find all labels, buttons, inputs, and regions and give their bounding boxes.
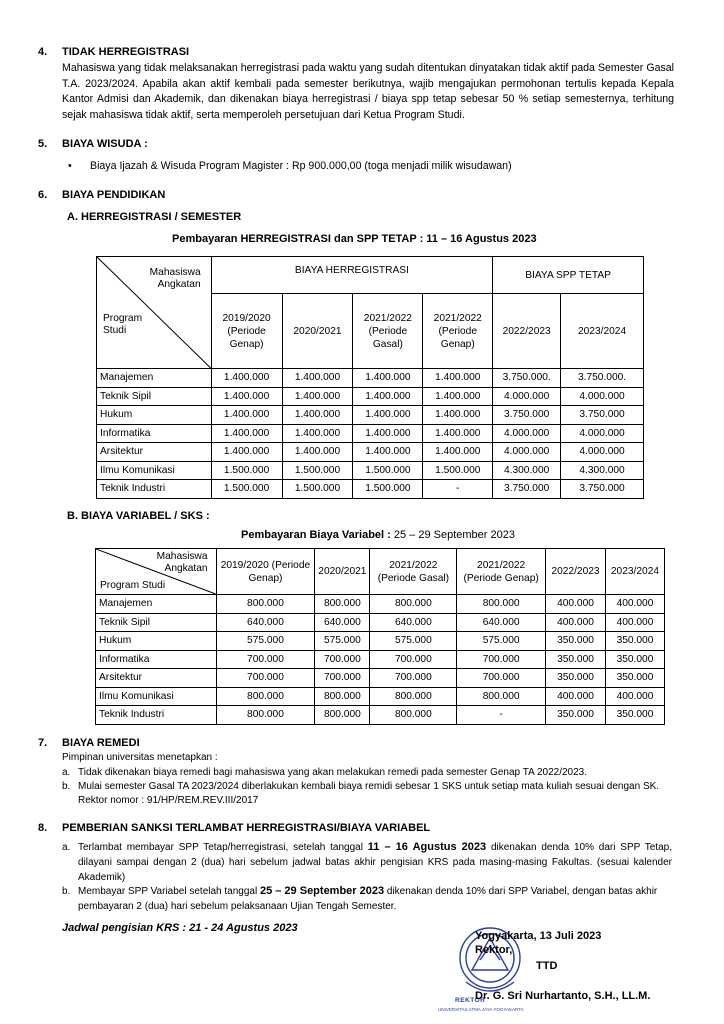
table-row	[97, 443, 644, 462]
section-8-a-pre: Terlambat membayar SPP Tetap/herregistrasi, setelah tanggal	[78, 842, 368, 853]
table-a-cell: 1.400.000	[423, 387, 493, 406]
table-row	[96, 706, 665, 725]
table-a-cell: 4.000.000	[561, 387, 644, 406]
table-b-cell: 640.000	[457, 613, 546, 632]
section-8-b-text	[78, 884, 672, 914]
table-b-cell: 350.000	[546, 706, 606, 725]
table-b-cell: 800.000	[315, 706, 370, 725]
table-a-group-spp: BIAYA SPP TETAP	[493, 257, 644, 294]
table-b-cell: 350.000	[546, 669, 606, 688]
table-b-col-header: 2021/2022 (Periode Genap)	[457, 549, 546, 595]
sign-name: Dr. G. Sri Nurhartanto, S.H., LL.M.	[475, 990, 651, 1002]
table-a-cell: 1.400.000	[282, 369, 353, 388]
table-a-cell: 1.500.000	[282, 461, 353, 480]
table-a-corner-bottom: Program Studi	[103, 313, 143, 336]
table-b-cell: 350.000	[605, 632, 664, 651]
table-b-cell: 800.000	[315, 687, 370, 706]
table-b-cell: 700.000	[315, 650, 370, 669]
table-a-cell: 4.300.000	[561, 461, 644, 480]
table-a-cell: 1.400.000	[423, 406, 493, 425]
section-7-a-label: a.	[62, 767, 71, 778]
table-a-cell: 3.750.000	[493, 480, 561, 499]
table-a-row-name: Informatika	[97, 424, 212, 443]
bullet-icon: •	[68, 160, 72, 172]
section-4-title: TIDAK HERREGISTRASI	[62, 46, 190, 58]
table-a-cell: 1.400.000	[282, 406, 353, 425]
table-a-cell: 1.400.000	[211, 443, 282, 462]
table-a-cell: 1.400.000	[282, 387, 353, 406]
table-a-cell: 1.400.000	[353, 406, 423, 425]
section-7-intro: Pimpinan universitas menetapkan :	[62, 752, 218, 763]
table-a-row-name: Arsitektur	[97, 443, 212, 462]
table-row	[97, 461, 644, 480]
table-b-cell: 700.000	[370, 650, 457, 669]
table-a-cell: 1.400.000	[353, 387, 423, 406]
sign-ttd: TTD	[536, 960, 558, 972]
table-a-row-name: Ilmu Komunikasi	[97, 461, 212, 480]
seal-sub: UNIVERSITAS ATMA JAYA YOGYAKARTA	[438, 1007, 524, 1012]
table-b-cell: 575.000	[216, 632, 315, 651]
table-b-cell: 700.000	[457, 669, 546, 688]
table-a-row-name: Hukum	[97, 406, 212, 425]
table-b-col-header: 2023/2024	[605, 549, 664, 595]
table-b-cell: 400.000	[546, 613, 606, 632]
section-7-a-text: Tidak dikenakan biaya remedi bagi mahasiswa yang akan melakukan remedi pada semester Genap TA 2022/2023.	[78, 767, 588, 778]
section-8-title: PEMBERIAN SANKSI TERLAMBAT HERREGISTRASI/BIAYA VARIABEL	[62, 822, 431, 834]
table-b-row-name: Teknik Industri	[96, 706, 217, 725]
table-b-cell: 400.000	[605, 595, 664, 614]
table-a-cell: 3.750.000	[493, 406, 561, 425]
section-6a-title: A. HERREGISTRASI / SEMESTER	[67, 211, 242, 223]
table-a-cell: 1.400.000	[353, 424, 423, 443]
table-a-cell: 3.750.000.	[493, 369, 561, 388]
section-8-b-post: dikenakan denda 10% dari SPP Variabel, dengan batas akhir pembayaran 2 (dua) hari sebelum pelaksanaan Ujian Tengah Semester.	[78, 886, 658, 912]
table-a-cell: 1.500.000	[211, 480, 282, 499]
table-b-cell: 800.000	[216, 595, 315, 614]
table-b-cell: 700.000	[370, 669, 457, 688]
section-7-b-text2: Rektor nomor : 91/HP/REM.REV.III/2017	[78, 795, 259, 806]
table-row	[96, 669, 665, 688]
section-7-title: BIAYA REMEDI	[62, 737, 140, 749]
table-b-cell: 400.000	[605, 613, 664, 632]
table-row	[96, 650, 665, 669]
table-b-cell: 640.000	[315, 613, 370, 632]
table-a-cell: 1.500.000	[282, 480, 353, 499]
table-b-cell: 350.000	[546, 650, 606, 669]
table-b-cell: 800.000	[370, 595, 457, 614]
table-b-cell: 350.000	[605, 669, 664, 688]
section-8-b-pre: Membayar SPP Variabel setelah tanggal	[78, 886, 260, 897]
table-a-col-header: 2021/2022 (Periode Genap)	[423, 294, 493, 369]
table-a-caption: Pembayaran HERREGISTRASI dan SPP TETAP : 11 – 16 Agustus 2023	[172, 233, 537, 245]
table-b-cell: 700.000	[315, 669, 370, 688]
krs-schedule: Jadwal pengisian KRS : 21 - 24 Agustus 2023	[62, 922, 298, 934]
table-b-row-name: Arsitektur	[96, 669, 217, 688]
table-a-col-header: 2019/2020 (Periode Genap)	[211, 294, 282, 369]
table-a-cell: 1.400.000	[211, 369, 282, 388]
table-b-cell: 800.000	[216, 687, 315, 706]
table-b-caption-date: 25 – 29 September 2023	[390, 529, 515, 541]
table-a-cell: 1.400.000	[353, 369, 423, 388]
table-b-caption	[241, 529, 515, 541]
section-7-b-text1: Mulai semester Gasal TA 2023/2024 diberlakukan kembali biaya remidi sebesar 1 SKS untuk setiap mata kuliah sesuai dengan SK.	[78, 781, 660, 792]
seal-label: REKTOR	[455, 997, 486, 1004]
table-a-cell: 1.500.000	[211, 461, 282, 480]
table-b-cell: 350.000	[605, 650, 664, 669]
table-herregistrasi	[96, 256, 644, 499]
table-a-cell: 4.000.000	[493, 443, 561, 462]
table-b-row-name: Informatika	[96, 650, 217, 669]
table-b-cell: 800.000	[315, 595, 370, 614]
table-a-row-name: Teknik Sipil	[97, 387, 212, 406]
section-8-number: 8.	[38, 822, 48, 834]
wisuda-item: Biaya Ijazah & Wisuda Program Magister : Rp 900.000,00 (toga menjadi milik wisudawan)	[90, 160, 512, 172]
table-b-cell: 400.000	[605, 687, 664, 706]
table-b-col-header: 2021/2022 (Periode Gasal)	[370, 549, 457, 595]
table-row	[97, 369, 644, 388]
sign-place-date: Yogyakarta, 13 Juli 2023	[475, 930, 602, 942]
table-b-col-header: 2019/2020 (Periode Genap)	[216, 549, 315, 595]
section-8-a-text	[78, 840, 672, 885]
sign-title: Rektor,	[475, 944, 513, 956]
table-a-cell: 1.500.000	[423, 461, 493, 480]
table-a-cell: 3.750.000	[561, 480, 644, 499]
table-b-cell: 575.000	[457, 632, 546, 651]
section-8-a-label: a.	[62, 842, 71, 853]
section-8-a-post: dikenakan denda 10% dari SPP Tetap, dilayani sampai dengan 2 (dua) hari sebelum jadwal batas akhir pengisian KRS pada masing-masing Fakultas. (sesuai kalender Akademik)	[78, 842, 672, 883]
table-b-cell: -	[457, 706, 546, 725]
table-a-col-header: 2023/2024	[561, 294, 644, 369]
table-a-cell: 1.400.000	[211, 424, 282, 443]
table-b-cell: 575.000	[315, 632, 370, 651]
section-5-number: 5.	[38, 138, 48, 150]
section-6-title: BIAYA PENDIDIKAN	[62, 189, 166, 201]
section-7-number: 7.	[38, 737, 48, 749]
table-row	[97, 387, 644, 406]
table-b-col-header: 2020/2021	[315, 549, 370, 595]
table-row	[96, 687, 665, 706]
table-a-cell: 1.500.000	[353, 480, 423, 499]
table-b-cell: 800.000	[370, 687, 457, 706]
table-row	[97, 406, 644, 425]
table-b-cell: 800.000	[216, 706, 315, 725]
table-b-cell: 350.000	[605, 706, 664, 725]
table-b-row-name: Teknik Sipil	[96, 613, 217, 632]
table-b-cell: 800.000	[457, 595, 546, 614]
table-b-row-name: Ilmu Komunikasi	[96, 687, 217, 706]
table-a-corner	[97, 257, 212, 369]
table-b-corner-bottom: Program Studi	[100, 580, 166, 591]
table-a-cell: 3.750.000.	[561, 369, 644, 388]
table-a-cell: 1.500.000	[353, 461, 423, 480]
section-8-a-date: 11 – 16 Agustus 2023	[367, 841, 487, 853]
table-b-cell: 800.000	[370, 706, 457, 725]
table-a-cell: 1.400.000	[211, 387, 282, 406]
table-b-cell: 640.000	[370, 613, 457, 632]
table-a-row-name: Teknik Industri	[97, 480, 212, 499]
table-a-cell: 1.400.000	[423, 369, 493, 388]
table-a-cell: 4.000.000	[493, 424, 561, 443]
table-a-cell: -	[423, 480, 493, 499]
table-a-cell: 1.400.000	[282, 443, 353, 462]
table-row	[97, 424, 644, 443]
section-6-number: 6.	[38, 189, 48, 201]
section-7-b-label: b.	[62, 781, 71, 792]
table-b-cell: 700.000	[457, 650, 546, 669]
table-a-col-header: 2021/2022 (Periode Gasal)	[353, 294, 423, 369]
table-row	[96, 595, 665, 614]
table-a-cell: 1.400.000	[423, 424, 493, 443]
table-a-cell: 4.000.000	[561, 443, 644, 462]
table-b-cell: 400.000	[546, 595, 606, 614]
table-row	[97, 480, 644, 499]
table-b-row-name: Manajemen	[96, 595, 217, 614]
table-row	[96, 632, 665, 651]
table-b-row-name: Hukum	[96, 632, 217, 651]
section-6b-title: B. BIAYA VARIABEL / SKS :	[67, 510, 210, 522]
section-5-title: BIAYA WISUDA :	[62, 138, 148, 150]
table-b-cell: 575.000	[370, 632, 457, 651]
table-row	[96, 613, 665, 632]
table-a-cell: 1.400.000	[282, 424, 353, 443]
table-b-cell: 800.000	[457, 687, 546, 706]
table-b-cell: 700.000	[216, 650, 315, 669]
table-b-cell: 350.000	[546, 632, 606, 651]
table-b-cell: 700.000	[216, 669, 315, 688]
table-biaya-variabel	[95, 548, 665, 725]
table-b-cell: 640.000	[216, 613, 315, 632]
table-b-cell: 400.000	[546, 687, 606, 706]
table-a-cell: 3.750.000	[561, 406, 644, 425]
table-b-caption-bold: Pembayaran Biaya Variabel :	[241, 529, 391, 541]
table-b-corner	[96, 549, 217, 595]
table-a-col-header: 2020/2021	[282, 294, 353, 369]
section-4-text: Mahasiswa yang tidak melaksanakan herregistrasi pada waktu yang sudah ditentukan dinyatakan tidak aktif pada Semester Gasal T.A. 2023/2024. Apabila akan aktif kembali pada semester berikutnya, wajib mengajukan permohonan tertulis kepada Kepala Kantor Admisi dan Akademik, dan dikenakan biaya herregistrasi / biaya spp tetap sebesar 50 % setiap semesternya, terhitung sejak mahasiswa tidak aktif, serta memperoleh persetujuan dari Ketua Program Studi.	[62, 62, 674, 121]
table-a-group-herregistrasi: BIAYA HERREGISTRASI	[211, 257, 493, 294]
table-b-corner-top: Mahasiswa Angkatan	[156, 551, 208, 574]
table-a-cell: 1.400.000	[353, 443, 423, 462]
table-a-cell: 4.000.000	[561, 424, 644, 443]
table-a-col-header: 2022/2023	[493, 294, 561, 369]
section-8-b-date: 25 – 29 September 2023	[259, 885, 385, 897]
table-a-cell: 4.300.000	[493, 461, 561, 480]
table-a-corner-top: Mahasiswa Angkatan	[149, 267, 201, 290]
table-a-cell: 1.400.000	[423, 443, 493, 462]
table-a-row-name: Manajemen	[97, 369, 212, 388]
table-a-cell: 1.400.000	[211, 406, 282, 425]
table-b-col-header: 2022/2023	[546, 549, 606, 595]
section-8-b-label: b.	[62, 886, 71, 897]
table-a-cell: 4.000.000	[493, 387, 561, 406]
section-4-number: 4.	[38, 46, 48, 58]
